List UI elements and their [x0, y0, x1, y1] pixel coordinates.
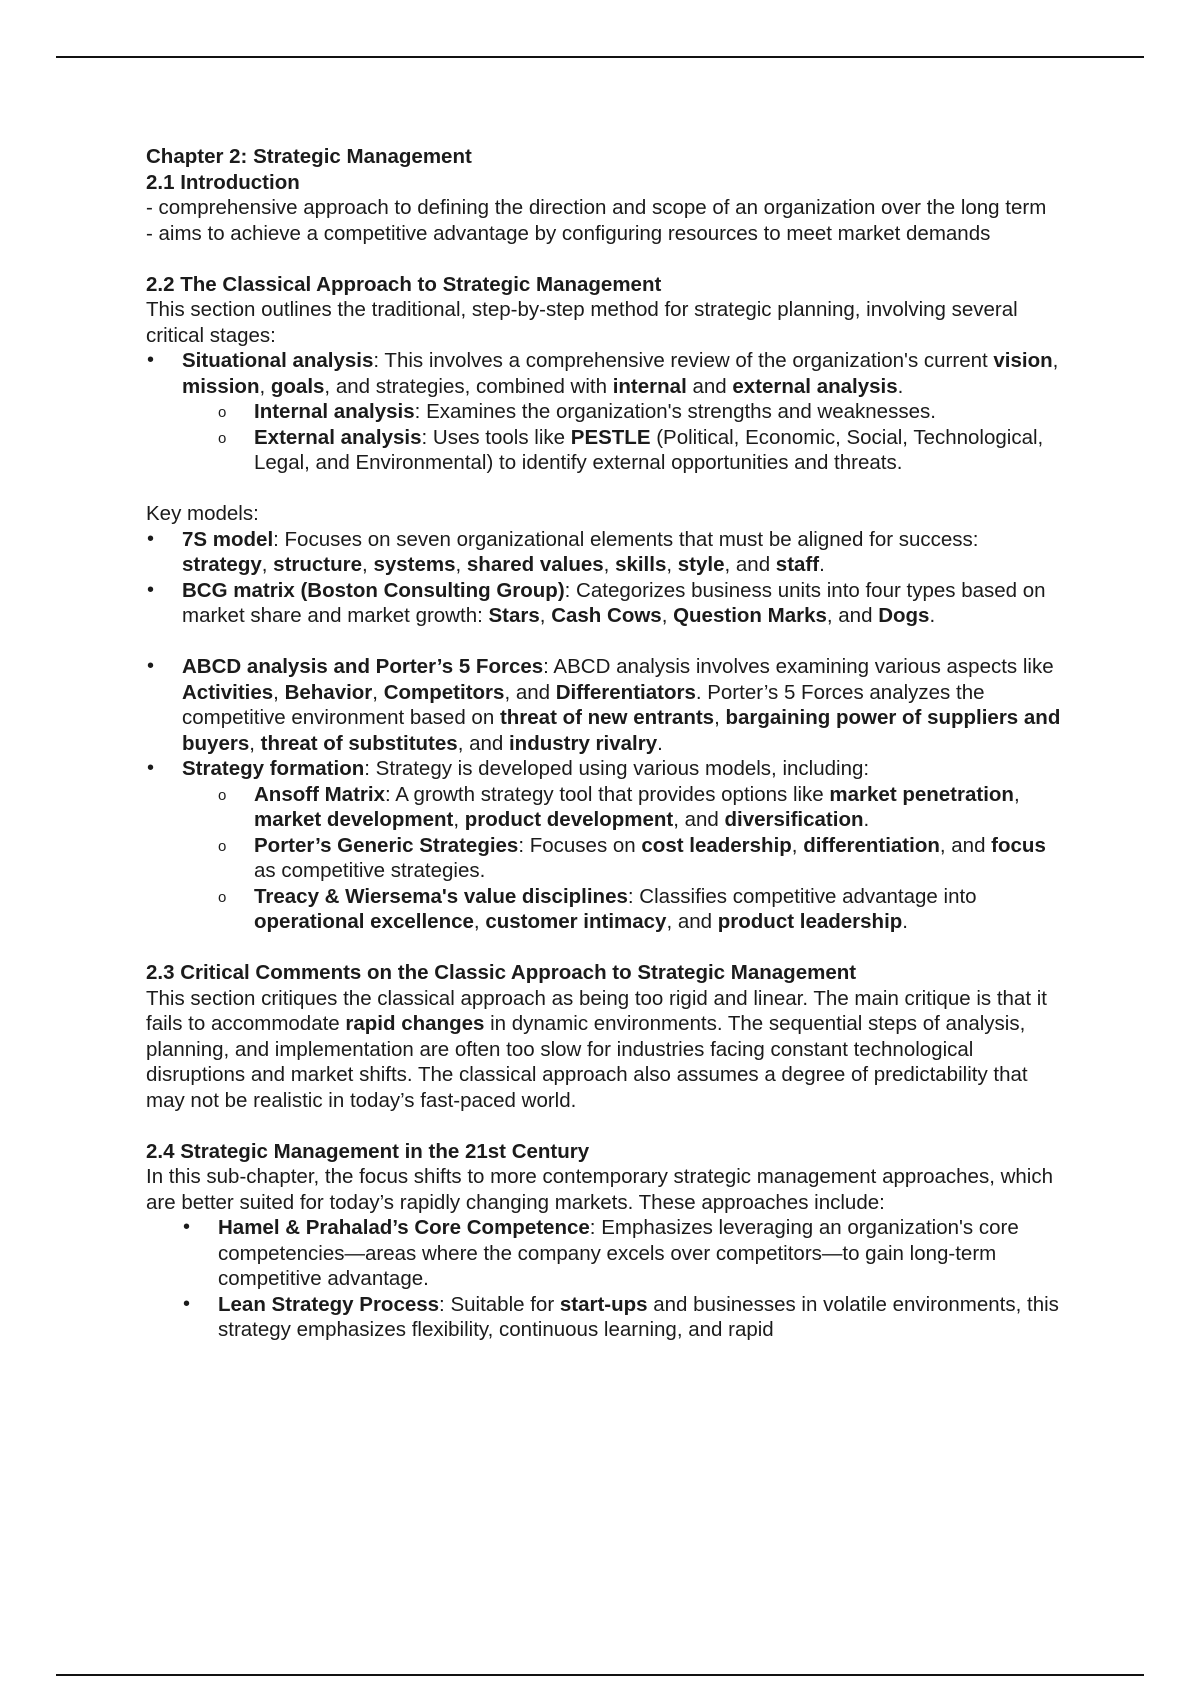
section-heading: 2.3 Critical Comments on the Classic Approach to Strategic Management	[146, 961, 857, 984]
footer-rule	[56, 1674, 1144, 1676]
section-2-3	[146, 960, 1068, 1113]
list-item-core-competence: • Hamel & Prahalad’s Core Competence: Emphasizes leveraging an organization's core competencies—areas where the company excels over competitors—to gain long-term competitive advantage.	[182, 1215, 1068, 1292]
list-item-bcg-matrix: • BCG matrix (Boston Consulting Group): Categorizes business units into four types based on market share and market growth: Stars, Cash Cows, Question Marks, and Dogs.	[146, 578, 1068, 629]
list-item-external-analysis: o External analysis: Uses tools like PESTLE (Political, Economic, Social, Technological, Legal, and Environmental) to identify external opportunities and threats.	[218, 425, 1068, 476]
section-intro: In this sub-chapter, the focus shifts to more contemporary strategic management approaches, which are better suited for today’s rapidly changing markets. These approaches include:	[146, 1165, 1054, 1214]
approaches-list	[146, 1215, 1068, 1343]
list-item-strategy-formation: • Strategy formation: Strategy is developed using various models, including:	[146, 756, 1068, 782]
list-item-lean-strategy: • Lean Strategy Process: Suitable for start-ups and businesses in volatile environments, this strategy emphasizes flexibility, continuous learning, and rapid	[182, 1292, 1068, 1343]
key-models-list	[146, 527, 1068, 629]
intro-line: - aims to achieve a competitive advantage by configuring resources to meet market demands	[146, 221, 991, 245]
list-item-situational-analysis: • Situational analysis: This involves a comprehensive review of the organization's current vision, mission, goals, and strategies, combined with internal and external analysis.	[146, 348, 1068, 399]
section-heading: 2.4 Strategic Management in the 21st Century	[146, 1139, 590, 1163]
list-item-abcd-porter: • ABCD analysis and Porter’s 5 Forces: ABCD analysis involves examining various aspects like Activities, Behavior, Competitors, and Differentiators. Porter’s 5 Forces analyzes the competitive environment based on threat of new entrants, bargaining power of suppliers and buyers, threat of substitutes, and industry rivalry.	[146, 654, 1068, 756]
list-item-porter-generic: o Porter’s Generic Strategies: Focuses on cost leadership, differentiation, and focus as competitive strategies.	[218, 833, 1068, 884]
header-rule	[56, 56, 1144, 58]
list-item-internal-analysis: o Internal analysis: Examines the organization's strengths and weaknesses.	[218, 399, 1068, 425]
list-item-ansoff-matrix: o Ansoff Matrix: A growth strategy tool that provides options like market penetration, market development, product development, and diversification.	[218, 782, 1068, 833]
stage-list	[146, 348, 1068, 476]
section-2-4	[146, 1139, 1068, 1343]
section-paragraph: This section critiques the classical approach as being too rigid and linear. The main critique is that it fails to accommodate rapid changes in dynamic environments. The sequential steps of analysis, planning, and implementation are often too slow for industries facing constant technological disruptions and market shifts. The classical approach also assumes a degree of predictability that may not be realistic in today’s fast-paced world.	[146, 986, 1047, 1112]
section-2-2	[146, 272, 1068, 935]
document-body	[146, 144, 1068, 1343]
chapter-title: Chapter 2: Strategic Management	[146, 145, 472, 168]
list-item-treacy-wiersema: o Treacy & Wiersema's value disciplines: Classifies competitive advantage into operational excellence, customer intimacy, and product leadership.	[218, 884, 1068, 935]
section-heading: 2.1 Introduction	[146, 170, 300, 194]
section-2-1	[146, 170, 1068, 247]
list-item-7s-model: • 7S model: Focuses on seven organizational elements that must be aligned for success: strategy, structure, systems, shared values, skills, style, and staff.	[146, 527, 1068, 578]
intro-line: - comprehensive approach to defining the direction and scope of an organization over the long term	[146, 196, 1047, 219]
section-heading: 2.2 The Classical Approach to Strategic Management	[146, 272, 662, 296]
section-intro: This section outlines the traditional, step-by-step method for strategic planning, involving several critical stages:	[146, 298, 1018, 347]
key-models-label: Key models:	[146, 502, 259, 525]
analysis-list	[146, 654, 1068, 935]
